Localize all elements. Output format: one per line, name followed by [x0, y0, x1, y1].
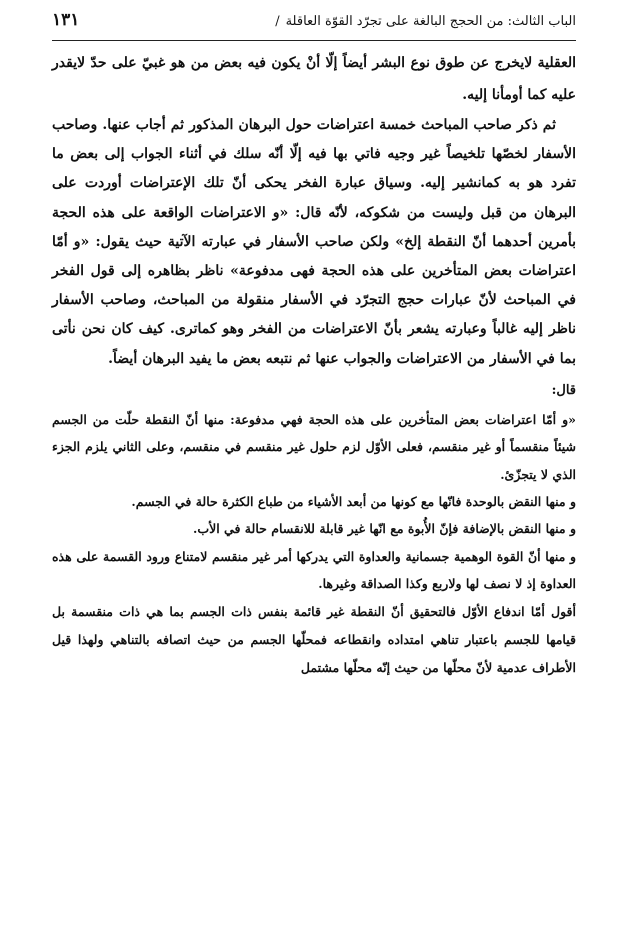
opening-block [52, 47, 576, 111]
page-number: ١٣١ [52, 10, 80, 30]
quote-paragraph-2: و منها النقض بالوحدة فانّها مع كونها من أبعد الأشياء من طباع الكثرة حالة في الجسم. [131, 494, 576, 510]
quote-paragraph-4: و منها أنّ القوة الوهمية جسمانية والعداوة التي يدركها أمر غير منقسم لامتناع ورود القسمة على هذه العداوة إذ لا نصف لها ولاربع وكذا الصداقة وغيرها. [52, 548, 576, 592]
running-header [52, 10, 576, 38]
main-block [52, 111, 576, 374]
header-separator: / [275, 14, 280, 29]
main-paragraph: ثم ذكر صاحب المباحث خمسة اعتراضات حول البرهان المذكور ثم أجاب عنها. وصاحب الأسفار لخصّها تلخيصاً غير وجيه فاتي بها فيه إلّا أنّه سلك في أثناء الجواب إلى بعض ما تفرد هو به كمانشير إليه. وسياق عبارة الفخر يحكى أنّ تلك الإعتراضات أوردت على البرهان من قبل وليست من شكوكه، لأنّه قال: «و الاعتراضات الواقعة على هذه الحجة بأمرين أحدهما أنّ النقطة إلخ» ولكن صاحب الأسفار في عبارته الآتية حيث يقول: «و أمّا اعتراضات بعض المتأخرين على هذه الحجة فهى مدفوعة» ناظر بظاهره إلى قول الفخر في المباحث لأنّ عبارات حجج التجرّد في الأسفار منقولة من المباحث، وصاحب الأسفار ناظر إليه غالباً وعبارته يشعر بأنّ الاعتراضات من الفخر وهو كماترى. كيف كان نحن نأتى بما في الأسفار من الاعتراضات والجواب عنها ثم نتبعه بعض ما يفيد البرهان أيضاً. [52, 117, 576, 367]
quote-paragraph-3: و منها النقض بالإضافة فإنّ الأُبوة مع انّها غير قابلة للانقسام حالة في الأب. [192, 521, 576, 537]
running-title: الباب الثالث: من الحجج البالغة على تجرّد القوّة العاقلة [285, 14, 576, 29]
header-rule [52, 40, 576, 41]
answer-block [52, 598, 576, 682]
book-page [52, 10, 576, 682]
running-title-group [275, 14, 576, 29]
quote-paragraph-1: «و أمّا اعتراضات بعض المتأخرين على هذه الحجة فهي مدفوعة: منها أنّ النقطة حلّت من الجسم شيئاً منقسماً أو غير منقسم، فعلى الأوّل لزم حلول غير منقسم في منقسم، وعلى الثاني يلزم الجزء الذي لا يتجزّئ. [52, 411, 576, 482]
quote-block [52, 406, 576, 598]
opening-paragraph: العقلية لايخرج عن طوق نوع البشر أيضاً إلّا أنْ يكون فيه بعض من هو غبيّ على حدّ لايقدر عليه كما أومأنا إليه. [52, 55, 576, 103]
quote-label: قال: [551, 382, 576, 398]
answer-paragraph: أقول أمّا اندفاع الأوّل فالتحقيق أنّ النقطة غير قائمة بنفس ذات الجسم بما هي ذات منقسمة بل قيامها للجسم باعتبار تناهي امتداده وانقطاعه فمحلّها الجسم من حيث اتصافه بالتناهي ولهذا قيل الأطراف عدمية لأنّ محلّها من حيث إنّه محلّها مشتمل [52, 603, 576, 675]
